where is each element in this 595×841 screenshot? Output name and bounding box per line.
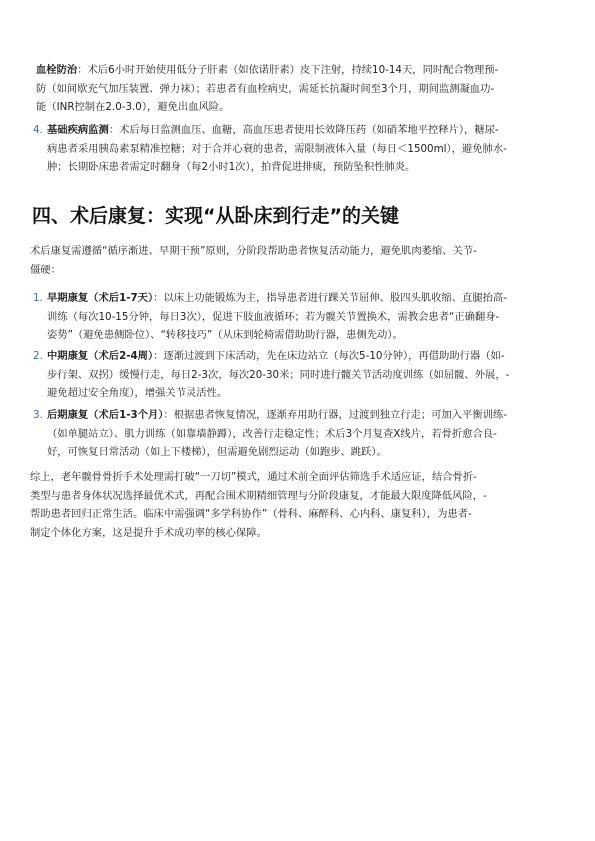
thrombosis-line-1: ：术后6小时开始使用低分子肝素（如依诺肝素）皮下注射，持续10-14天，同时配合物理预- <box>77 64 499 76</box>
list-number-1: 1. <box>33 292 43 304</box>
late-rehab-line-1: ：根据患者恢复情况，逐渐弃用助行器，过渡到独立行走；可加入平衡训练- <box>163 409 507 421</box>
early-rehab-paragraph <box>47 289 507 345</box>
list-number-4: 4. <box>33 124 43 136</box>
mid-rehab-line-1: ：逐渐过渡到下床活动，先在床边站立（每次5-10分钟），再借助助行器（如- <box>153 350 505 362</box>
summary-line-1: 综上，老年髋骨骨折手术处理需打破“一刀切”模式，通过术前全面评估筛选手术适应证，结合骨折- <box>30 471 477 483</box>
mid-rehab-line-2: 步行架、双拐）缓慢行走，每日2-3次，每次20-30米；同时进行髋关节活动度训练（如屈髋、外展，- <box>47 368 510 381</box>
early-rehab-line-2: 训练（每次10-15分钟，每日3次），促进下肢血液循环；若为髋关节置换术，需教会患者“正确翻身- <box>47 310 500 323</box>
thrombosis-line-2: 防（如间歇充气加压装置、弹力袜）；若患者有血栓病史，需延长抗凝时间至3个月，期间监测凝血功- <box>36 82 495 95</box>
late-rehab-label: 后期康复（术后1-3个月） <box>47 409 164 421</box>
late-rehab-paragraph <box>47 406 507 462</box>
mid-rehab-line-3: 避免超过安全角度），增强关节灵活性。 <box>47 387 228 399</box>
disease-monitoring-line-3: 肿；长期卧床患者需定时翻身（每2小时1次），拍背促进排痰，预防坠积性肺炎。 <box>47 161 416 173</box>
thrombosis-line-3: 能（INR控制在2.0-3.0），避免出血风险。 <box>36 101 230 113</box>
disease-monitoring-line-2: 病患者采用胰岛素泵精准控糖；对于合并心衰的患者，需限制液体入量（每日＜1500ml），避免肺水- <box>47 142 507 155</box>
section-heading: 四、术后康复：实现“从卧床到行走”的关键 <box>32 205 399 227</box>
rehab-intro-line-2: 僵硬： <box>30 263 61 276</box>
list-number-2: 2. <box>33 350 43 362</box>
late-rehab-line-2: （如单腿站立）、肌力训练（如靠墙静蹲），改善行走稳定性；术后3个月复查X线片，若骨折愈合良- <box>47 427 497 440</box>
summary-line-3: 帮助患者回归正常生活。临床中需强调“多学科协作”（骨科、麻醉科、心内科、康复科），为患者- <box>30 508 472 520</box>
mid-rehab-label: 中期康复（术后2-4周） <box>47 350 154 362</box>
thrombosis-label: 血栓防治 <box>36 64 78 76</box>
summary-line-4: 制定个体化方案，这是提升手术成功率的核心保障。 <box>30 526 267 539</box>
disease-monitoring-label: 基础疾病监测 <box>47 124 109 136</box>
summary-line-2: 类型与患者身体状况选择最优术式，再配合围术期精细管理与分阶段康复，才能最大限度降低风险，- <box>30 489 487 502</box>
summary-paragraph <box>30 468 487 542</box>
early-rehab-line-1: ：以床上功能锻炼为主，指导患者进行踝关节屈伸、股四头肌收缩、直腿抬高- <box>153 292 507 304</box>
rehab-intro-paragraph <box>30 242 477 279</box>
disease-monitoring-paragraph <box>47 121 507 177</box>
list-number-3: 3. <box>33 409 43 421</box>
mid-rehab-paragraph <box>47 347 509 403</box>
thrombosis-paragraph <box>36 61 498 117</box>
late-rehab-line-3: 好，可恢复日常活动（如上下楼梯），但需避免剧烈运动（如跑步、跳跃）。 <box>47 446 387 458</box>
early-rehab-label: 早期康复（术后1-7天） <box>47 292 154 304</box>
rehab-intro-line-1: 术后康复需遵循“循序渐进、早期干预”原则，分阶段帮助患者恢复活动能力，避免肌肉萎缩、关节- <box>30 245 477 257</box>
early-rehab-line-3: 姿势”（避免患侧卧位）、“转移技巧”（从床到轮椅需借助助行器，患侧先动）。 <box>47 329 403 341</box>
disease-monitoring-line-1: ：术后每日监测血压、血糖，高血压患者使用长效降压药（如硝苯地平控释片），糖尿- <box>108 124 499 136</box>
